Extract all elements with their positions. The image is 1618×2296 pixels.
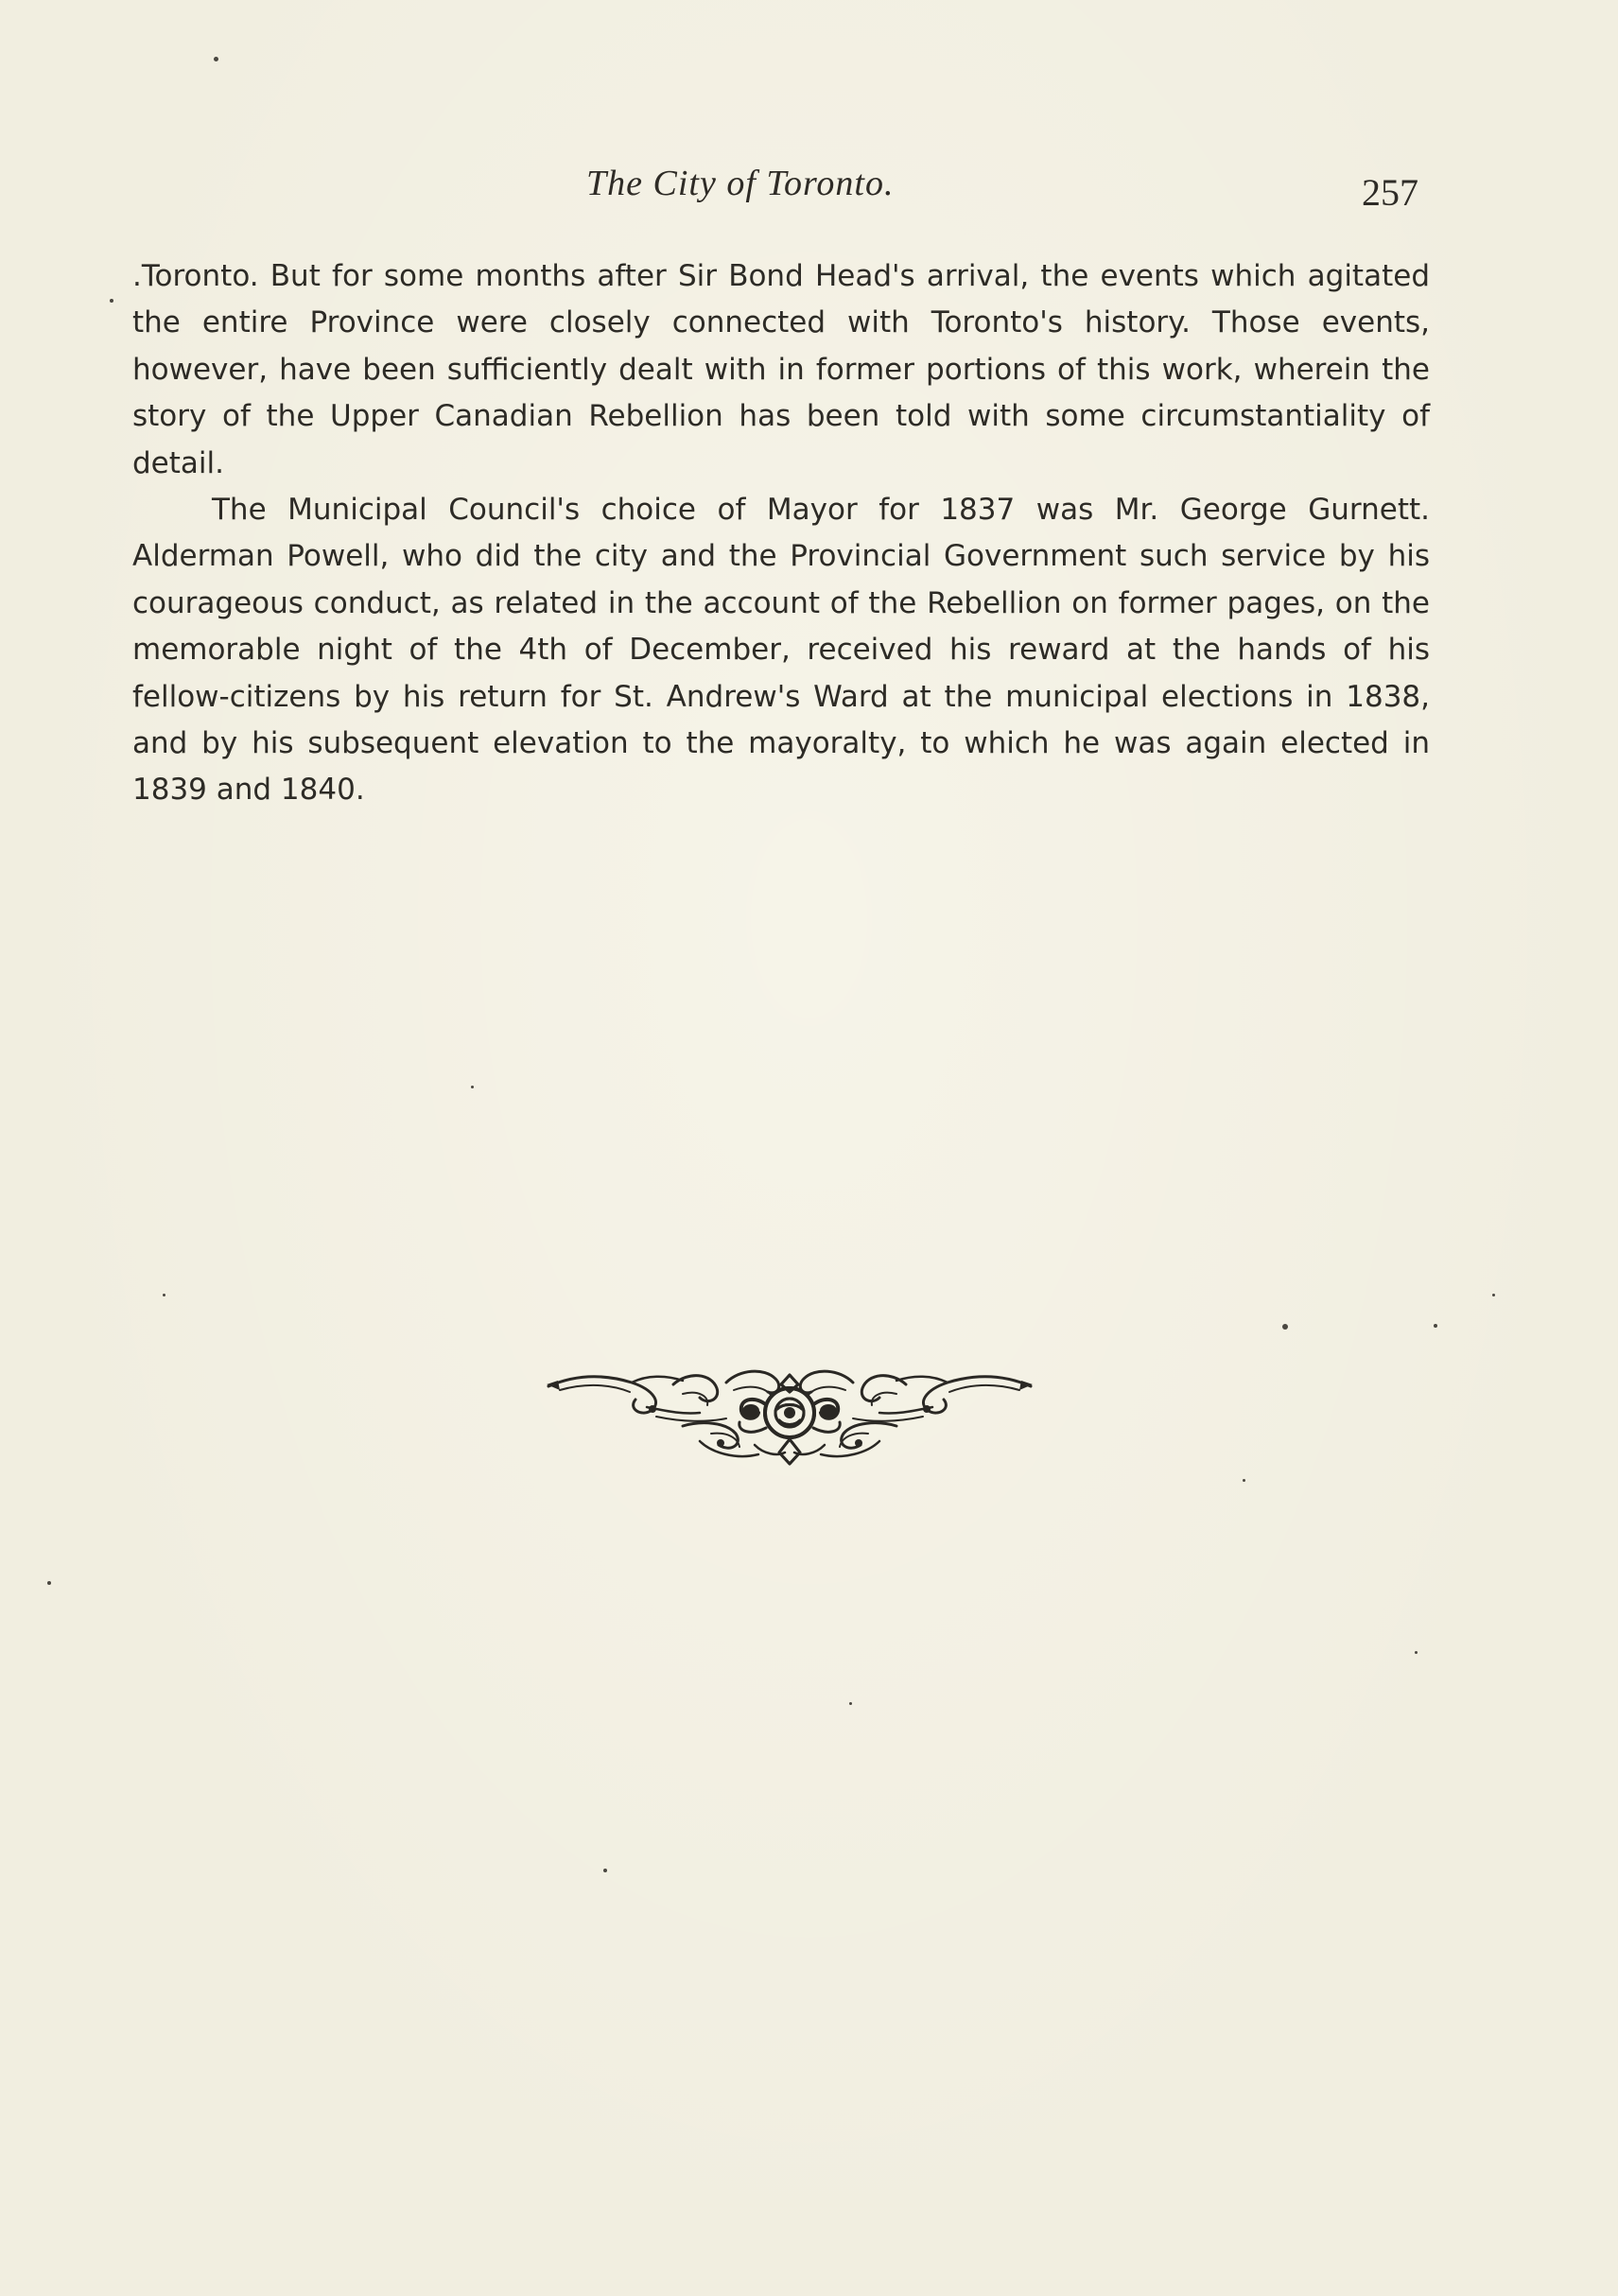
running-head <box>0 163 1618 219</box>
running-title: The City of Toronto. <box>586 164 895 203</box>
paper-speck <box>1492 1294 1495 1296</box>
paper-speck <box>1415 1651 1418 1654</box>
paragraph-1: .Toronto. But for some months after Sir Bond Head's arrival, the events which agitated the entire Province were closely connected with Toronto's history. Those events, however, have been sufficiently dealt with in former portions of this work, wherein the story of the Upper Canadian Rebellion has been told with some circumstantiality of detail. <box>132 259 1430 480</box>
paper-speck <box>1282 1324 1288 1330</box>
paper-speck <box>603 1869 607 1872</box>
paper-speck <box>110 299 113 303</box>
floral-scroll-ornament-icon <box>541 1362 1038 1468</box>
paragraph-2: The Municipal Council's choice of Mayor for 1837 was Mr. George Gurnett. Alderman Powell, who did the city and the Provincial Government such service by his courageous conduct, as related in the account of the Rebellion on former pages, on the memorable night of the 4th of December, received his reward at the hands of his fellow-citizens by his return for St. Andrew's Ward at the municipal elections in 1838, and by his subsequent elevation to the mayoralty, to which he was again elected in 1839 and 1840. <box>132 493 1430 808</box>
page-number: 257 <box>1362 171 1418 214</box>
paper-speck <box>47 1581 51 1585</box>
paper-speck <box>1243 1479 1245 1482</box>
paper-speck <box>163 1294 165 1296</box>
body-text <box>132 253 1430 814</box>
paper-speck <box>849 1702 852 1705</box>
paper-speck <box>214 57 218 61</box>
paper-speck <box>471 1086 474 1088</box>
paper-speck <box>1434 1324 1437 1328</box>
